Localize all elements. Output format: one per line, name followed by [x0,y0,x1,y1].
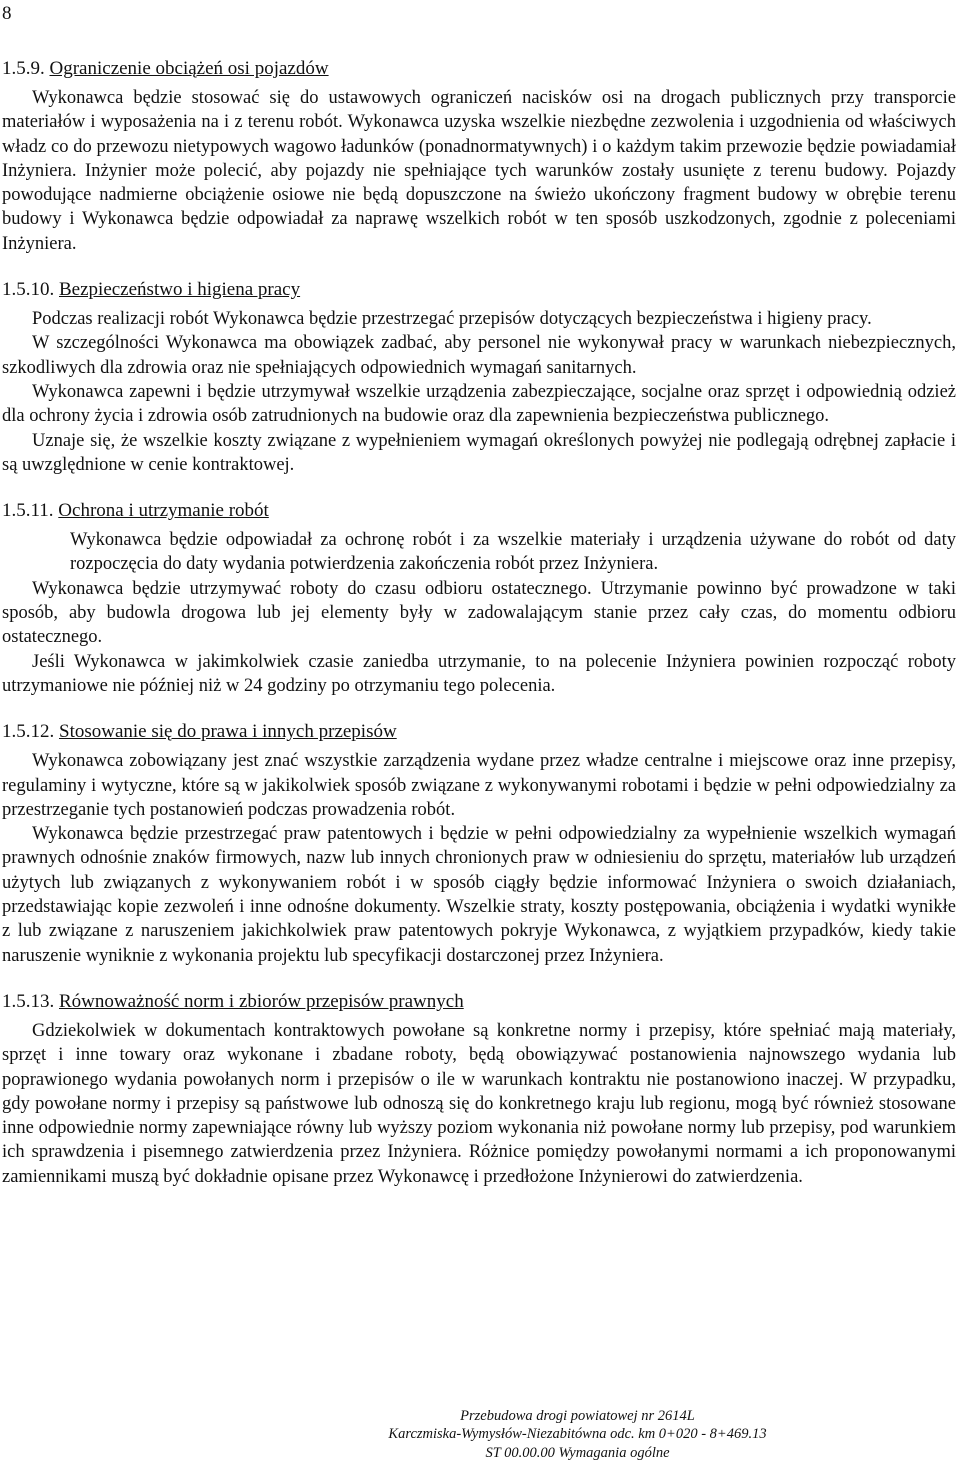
paragraph: Uznaje się, że wszelkie koszty związane z wypełnieniem wymagań określonych powyżej nie podlegają odrębnej zapłacie i są uwzględnione w cenie kontraktowej. [2,430,956,475]
section-number: 1.5.11. [2,500,54,522]
section-number: 1.5.10. [2,279,55,301]
section-heading [2,278,956,301]
section-1-5-11 [2,499,956,698]
paragraph: Wykonawca będzie utrzymywać roboty do czasu odbioru ostatecznego. Utrzymanie powinno być prowadzone w taki sposób, aby budowla drogowa lub jej elementy były w zadowalającym stanie przez cały czas, do momentu odbioru ostatecznego. [2,578,956,648]
paragraph: Wykonawca będzie przestrzegać praw patentowych i będzie w pełni odpowiedzialny za wypełnienie wszelkich wymagań prawnych odnośnie znaków firmowych, nazw lub innych chronionych praw w odniesieniu do sprzętu, materiałów lub urządzeń użytych lub związanych z wykonywaniem robót i w sposób ciągły będzie informować Inżyniera o swoich działaniach, przedstawiając kopie zezwoleń i inne odnośne dokumenty. Wszelkie straty, koszty postępowania, obciążenia i wydatki wynikłe z lub związane z naruszeniem jakichkolwiek praw patentowych pokryje Wykonawca, z wyjątkiem przypadków, kiedy takie naruszenie wyniknie z wykonania projektu lub specyfikacji dostarczonej przez Inżyniera. [2,824,956,966]
page-number: 8 [2,3,12,24]
section-1-5-13 [2,990,956,1189]
section-heading [2,499,956,522]
paragraph: Wykonawca będzie stosować się do ustawowych ograniczeń nacisków osi na drogach publicznych przy transporcie materiałów i wyposażenia na i z terenu robót. Wykonawca uzyska wszelkie niezbędne zezwolenia i uzgodnienia od właściwych władz co do przewozu nietypowych wagowo ładunków (ponadnormatywnych) i o każdym takim przewozie będzie powiadamiał Inżyniera. Inżynier może polecić, aby pojazdy nie spełniające tych warunków zostały usunięte z terenu budowy. Pojazdy powodujące nadmierne obciążenie osiowe nie będą dopuszczone na świeżo ukończony fragment budowy w obrębie terenu budowy i Wykonawca będzie odpowiadał za naprawę wszelkich robót w ten sposób uszkodzonych, zgodnie z poleceniami Inżyniera. [2,88,956,254]
paragraph: Wykonawca będzie odpowiadał za ochronę robót i za wszelkie materiały i urządzenia używane do robót od daty rozpoczęcia do daty wydania potwierdzenia zakończenia robót przez Inżyniera. [70,530,956,575]
section-1-5-9 [2,57,956,256]
section-title: Stosowanie się do prawa i innych przepisów [59,721,397,743]
paragraph: W szczególności Wykonawca ma obowiązek zadbać, aby personel nie wykonywał pracy w warunkach niebezpiecznych, szkodliwych dla zdrowia oraz nie spełniających odpowiednich wymagań sanitarnych. [2,333,956,378]
section-title: Równoważność norm i zbiorów przepisów prawnych [59,990,464,1012]
section-title: Ograniczenie obciążeń osi pojazdów [49,58,329,79]
section-number: 1.5.13. [2,990,55,1012]
section-heading [2,57,956,80]
section-number: 1.5.9. [2,58,45,79]
document-body [2,57,956,1189]
section-title: Ochrona i utrzymanie robót [58,500,269,522]
section-1-5-10 [2,278,956,477]
footer-road-section: Karczmiska-Wymysłów-Niezabitówna odc. km 0+020 - 8+469.13 [388,1426,767,1443]
footer-spec-code: ST 00.00.00 Wymagania ogólne [485,1444,670,1461]
section-1-5-12 [2,720,956,968]
paragraph: Podczas realizacji robót Wykonawca będzie przestrzegać przepisów dotyczących bezpieczeństwa i higieny pracy. [32,309,872,330]
section-heading [2,720,956,743]
page-footer [0,1407,960,1462]
paragraph: Gdziekolwiek w dokumentach kontraktowych powołane są konkretne normy i przepisy, które spełniać mają materiały, sprzęt i inne towary oraz wykonane i zbadane roboty, będą obowiązywać postanowienia najnowszego wydania lub poprawionego wydania powołanych norm i przepisów o ile w warunkach kontraktu nie postanowiono inaczej. W przypadku, gdy powołane normy i przepisy są państwowe lub odnoszą się do konkretnego kraju lub regionu, mogą być również stosowane inne odpowiednie normy zapewniające równy lub wyższy poziom wykonania niż powołane normy lub przepisy, pod warunkiem ich sprawdzenia i pisemnego zatwierdzenia przez Inżyniera. Różnice pomiędzy powołanymi normami a ich proponowanymi zamiennikami muszą być dokładnie opisane przez Wykonawcę i przedłożone Inżynierowi do zatwierdzenia. [2,1020,956,1187]
paragraph: Wykonawca zobowiązany jest znać wszystkie zarządzenia wydane przez władze centralne i miejscowe oraz inne przepisy, regulaminy i wytyczne, które są w jakikolwiek sposób związane z wykonywanymi robotami i będzie w pełni odpowiedzialny za przestrzeganie tych postanowień podczas prowadzenia robót. [2,751,956,820]
paragraph: Wykonawca zapewni i będzie utrzymywał wszelkie urządzenia zabezpieczające, socjalne oraz sprzęt i odpowiednią odzież dla ochrony życia i zdrowia osób zatrudnionych na budowie oraz dla zapewnienia bezpieczeństwa publicznego. [2,381,956,427]
section-number: 1.5.12. [2,721,55,743]
section-title: Bezpieczeństwo i higiena pracy [59,279,301,301]
paragraph: Jeśli Wykonawca w jakimkolwiek czasie zaniedba utrzymanie, to na polecenie Inżyniera powinien rozpocząć roboty utrzymaniowe nie później niż w 24 godziny po otrzymaniu tego polecenia. [2,651,956,696]
section-heading [2,990,956,1013]
footer-project-title: Przebudowa drogi powiatowej nr 2614L [460,1408,695,1424]
